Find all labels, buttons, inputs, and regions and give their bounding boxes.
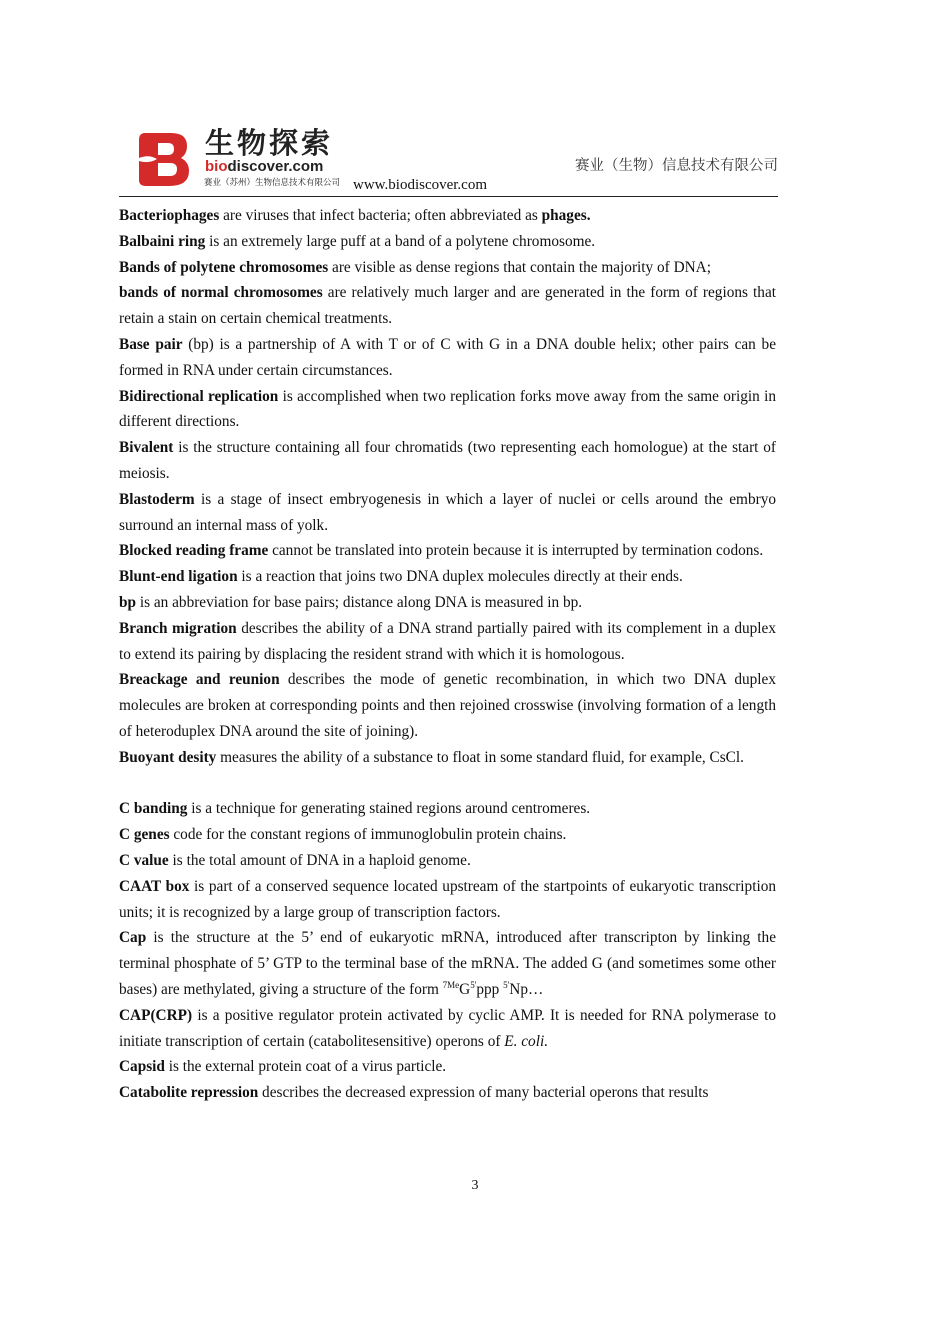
- entry-term: Bands of polytene chromosomes: [119, 258, 329, 276]
- biodiscover-logo: [135, 128, 375, 190]
- entry-definition: is a technique for generating stained regions around centromeres.: [187, 800, 591, 818]
- glossary-entry: [119, 280, 776, 332]
- glossary-section-b: [119, 203, 776, 771]
- website-url: www.biodiscover.com: [353, 177, 488, 193]
- entry-term: CAP(CRP): [119, 1006, 193, 1024]
- entry-term: C genes: [119, 826, 170, 844]
- entry-definition: measures the ability of a substance to float in some standard fluid, for example, CsCl.: [216, 748, 744, 766]
- entry-term: Branch migration: [119, 619, 237, 637]
- entry-term: Bidirectional replication: [119, 387, 279, 405]
- entry-term: CAAT box: [119, 877, 190, 895]
- entry-definition: are visible as dense regions that contain the majority of DNA;: [328, 258, 711, 276]
- logo-subtitle: 赛业（苏州）生物信息技术有限公司: [204, 178, 341, 188]
- glossary-entry: [119, 203, 776, 229]
- entry-definition: is the structure containing all four chromatids (two representing each homologue) at the start of meiosis.: [119, 439, 776, 482]
- glossary-entry: [119, 1080, 776, 1106]
- entry-definition: is part of a conserved sequence located upstream of the startpoints of eukaryotic transcription units; it is recognized by a large group of transcription factors.: [119, 877, 777, 921]
- entry-term: C banding: [119, 800, 188, 818]
- entry-definition: describes the mode of genetic recombination, in which two DNA duplex molecules are broken at corresponding points and then rejoined crosswise (involving formation of a length of heteroduplex DNA around the site of joining).: [119, 671, 776, 740]
- entry-definition: is the structure at the 5’ end of eukaryotic mRNA, introduced after transcripton by linking the terminal phosphate of 5’ GTP to the terminal base of the mRNA. The added G (and sometimes some other bases) are methylated, giving a structure of the form: [119, 929, 776, 998]
- formula-superscript: 7Me: [442, 979, 460, 990]
- entry-definition: describes the ability of a DNA strand partially paired with its complement in a duplex to extend its pairing by displacing the resident strand with which it is homologous.: [119, 619, 776, 663]
- glossary-entry: [119, 538, 776, 564]
- entry-term: Bacteriophages: [119, 207, 220, 224]
- page-number: 3: [471, 1178, 479, 1193]
- glossary-section-c: [119, 796, 776, 925]
- formula-superscript: 5': [470, 979, 477, 990]
- formula-g: G: [459, 980, 471, 998]
- entry-definition: is an abbreviation for base pairs; distance along DNA is measured in bp.: [136, 593, 583, 611]
- entry-italic: E. coli.: [504, 1032, 549, 1050]
- entry-definition: is a stage of insect embryogenesis in which a layer of nuclei or cells around the embryo surround an internal mass of yolk.: [119, 490, 776, 534]
- entry-definition: cannot be translated into protein because it is interrupted by termination codons.: [268, 542, 764, 560]
- logo-discover-part: discover.com: [227, 158, 324, 175]
- glossary-entry: [119, 874, 776, 926]
- company-name: 赛业（生物）信息技术有限公司: [575, 158, 778, 174]
- entry-term: Blastoderm: [119, 490, 195, 508]
- formula-ppp: ppp: [476, 980, 504, 998]
- entry-term: Blocked reading frame: [119, 542, 269, 560]
- glossary-entry: [119, 822, 776, 848]
- glossary-entry: [119, 229, 776, 255]
- entry-term: bp: [119, 593, 137, 611]
- glossary-content: [119, 203, 776, 1106]
- glossary-entry: [119, 1054, 776, 1080]
- entry-term: bands of normal chromosomes: [119, 284, 323, 302]
- glossary-entry: [119, 616, 776, 668]
- entry-term: Capsid: [119, 1058, 165, 1076]
- entry-term-abbrev: phages.: [541, 207, 591, 224]
- formula-tail: Np…: [509, 980, 544, 998]
- entry-term: Catabolite repression: [119, 1084, 259, 1102]
- entry-definition: are relatively much larger and are generated in the form of regions that retain a stain on certain chemical treatments.: [119, 284, 776, 328]
- entry-definition: is the total amount of DNA in a haploid genome.: [168, 851, 471, 869]
- entry-term: Balbaini ring: [119, 232, 206, 250]
- entry-term: Blunt-end ligation: [119, 568, 238, 586]
- glossary-entry-cap: [119, 925, 776, 1002]
- entry-term: Buoyant desity: [119, 748, 217, 766]
- entry-definition: describes the decreased expression of many bacterial operons that results: [258, 1084, 709, 1102]
- glossary-entry: [119, 667, 776, 744]
- glossary-entry: [119, 796, 776, 822]
- logo-chinese-name: 生物探索: [205, 126, 334, 160]
- entry-definition: (bp) is a partnership of A with T or of C with G in a DNA double helix; other pairs can be formed in RNA under certain circumstances.: [119, 335, 776, 379]
- section-gap: [119, 771, 776, 797]
- glossary-entry: [119, 745, 776, 771]
- entry-definition: is a reaction that joins two DNA duplex molecules directly at their ends.: [237, 568, 683, 586]
- glossary-entry: [119, 332, 776, 384]
- entry-term: Breackage and reunion: [119, 671, 280, 689]
- logo-bio-part: bio: [205, 158, 228, 175]
- glossary-entry-crp: [119, 1003, 776, 1055]
- entry-definition: is accomplished when two replication forks move away from the same origin in different directions.: [119, 387, 776, 431]
- entry-definition: is a positive regulator protein activated by cyclic AMP. It is needed for RNA polymerase to initiate transcription of certain (catabolitesensitive) operons of: [119, 1006, 776, 1050]
- entry-term: Base pair: [119, 335, 183, 353]
- entry-definition: is an extremely large puff at a band of a polytene chromosome.: [205, 232, 596, 250]
- entry-term: C value: [119, 851, 169, 869]
- glossary-entry: [119, 435, 776, 487]
- glossary-entry: [119, 384, 776, 436]
- logo-b-icon: [135, 128, 195, 190]
- entry-definition: is the external protein coat of a virus particle.: [164, 1058, 447, 1076]
- glossary-entry: [119, 564, 776, 590]
- logo-english-name: [205, 159, 323, 175]
- glossary-entry: [119, 848, 776, 874]
- glossary-entry: [119, 255, 776, 281]
- page-header: [119, 124, 778, 197]
- entry-term: Bivalent: [119, 439, 174, 457]
- entry-term: Cap: [119, 929, 147, 947]
- glossary-entry: [119, 590, 776, 616]
- entry-definition: are viruses that infect bacteria; often abbreviated as: [219, 207, 542, 224]
- glossary-section-end: [119, 1054, 776, 1106]
- formula-superscript: 5': [503, 979, 510, 990]
- entry-definition: code for the constant regions of immunoglobulin protein chains.: [169, 826, 567, 844]
- glossary-entry: [119, 487, 776, 539]
